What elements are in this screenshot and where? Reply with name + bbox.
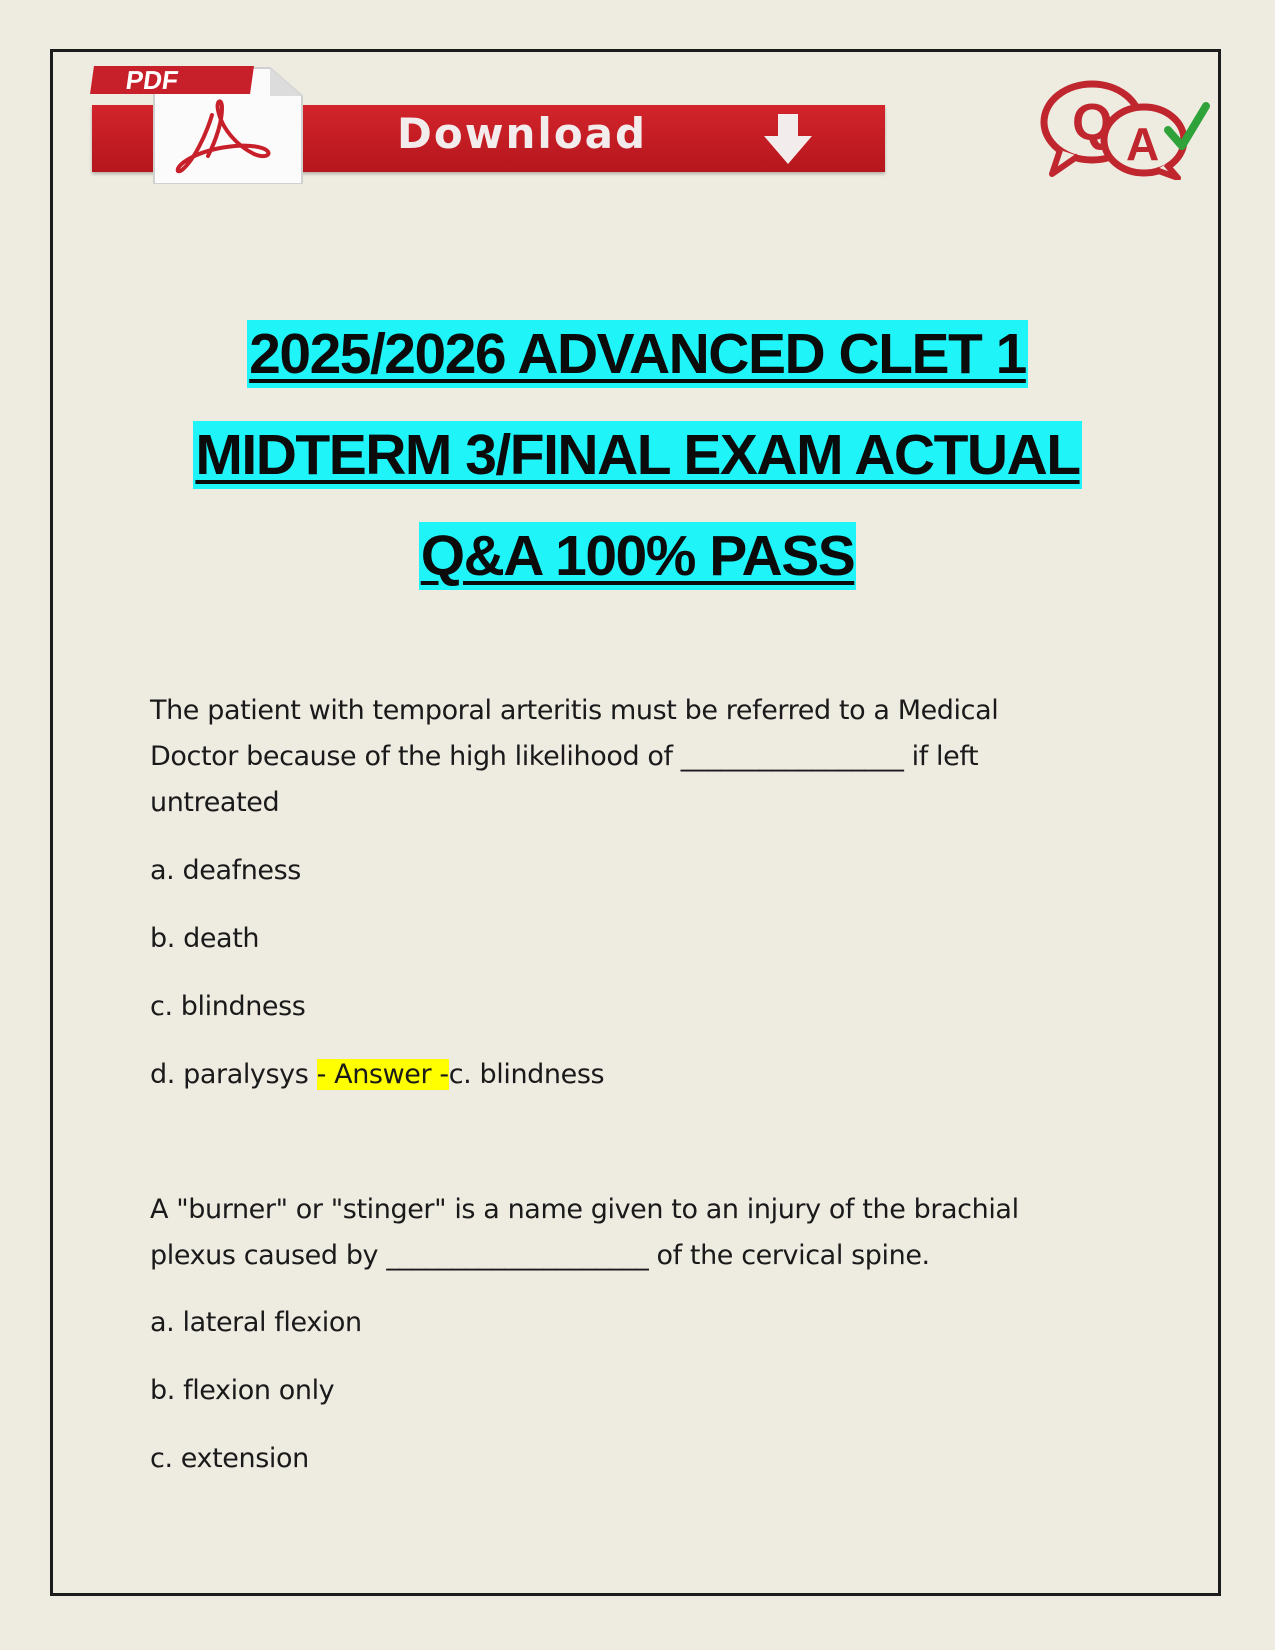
question-2-line-2: plexus caused by ____________________ of the cervical spine. bbox=[150, 1240, 930, 1271]
option-d-text: d. paralysys bbox=[150, 1059, 317, 1090]
question-2-line-1: A "burner" or "stinger" is a name given to an injury of the brachial bbox=[150, 1194, 1019, 1225]
question-1-option-d bbox=[150, 1052, 1070, 1098]
question-1-line-2: Doctor because of the high likelihood of _________________ if left bbox=[150, 741, 979, 772]
download-label: Download bbox=[397, 109, 648, 158]
title-line-2: MIDTERM 3/FINAL EXAM ACTUAL bbox=[195, 423, 1080, 487]
pdf-download-banner[interactable] bbox=[92, 60, 887, 185]
document-title bbox=[150, 304, 1125, 607]
answer-text: c. blindness bbox=[448, 1059, 605, 1090]
title-line-1: 2025/2026 ADVANCED CLET 1 bbox=[249, 322, 1026, 386]
logo-a-letter: A bbox=[1126, 118, 1160, 170]
question-2-option-a: a. lateral flexion bbox=[150, 1307, 362, 1338]
download-arrow-icon bbox=[760, 112, 816, 166]
question-1-option-a: a. deafness bbox=[150, 855, 301, 886]
question-2-option-b: b. flexion only bbox=[150, 1375, 335, 1406]
qa-logo bbox=[1040, 78, 1210, 180]
question-1-line-3: untreated bbox=[150, 787, 280, 818]
pdf-tag-label: PDF bbox=[90, 66, 254, 94]
question-1-option-c: c. blindness bbox=[150, 991, 306, 1022]
question-2-option-c: c. extension bbox=[150, 1443, 309, 1474]
answer-label: - Answer - bbox=[316, 1059, 449, 1090]
logo-q-letter: Q bbox=[1072, 94, 1113, 152]
question-1-line-1: The patient with temporal arteritis must be referred to a Medical bbox=[150, 695, 999, 726]
question-1-option-b: b. death bbox=[150, 923, 260, 954]
title-line-3: Q&A 100% PASS bbox=[420, 524, 855, 588]
